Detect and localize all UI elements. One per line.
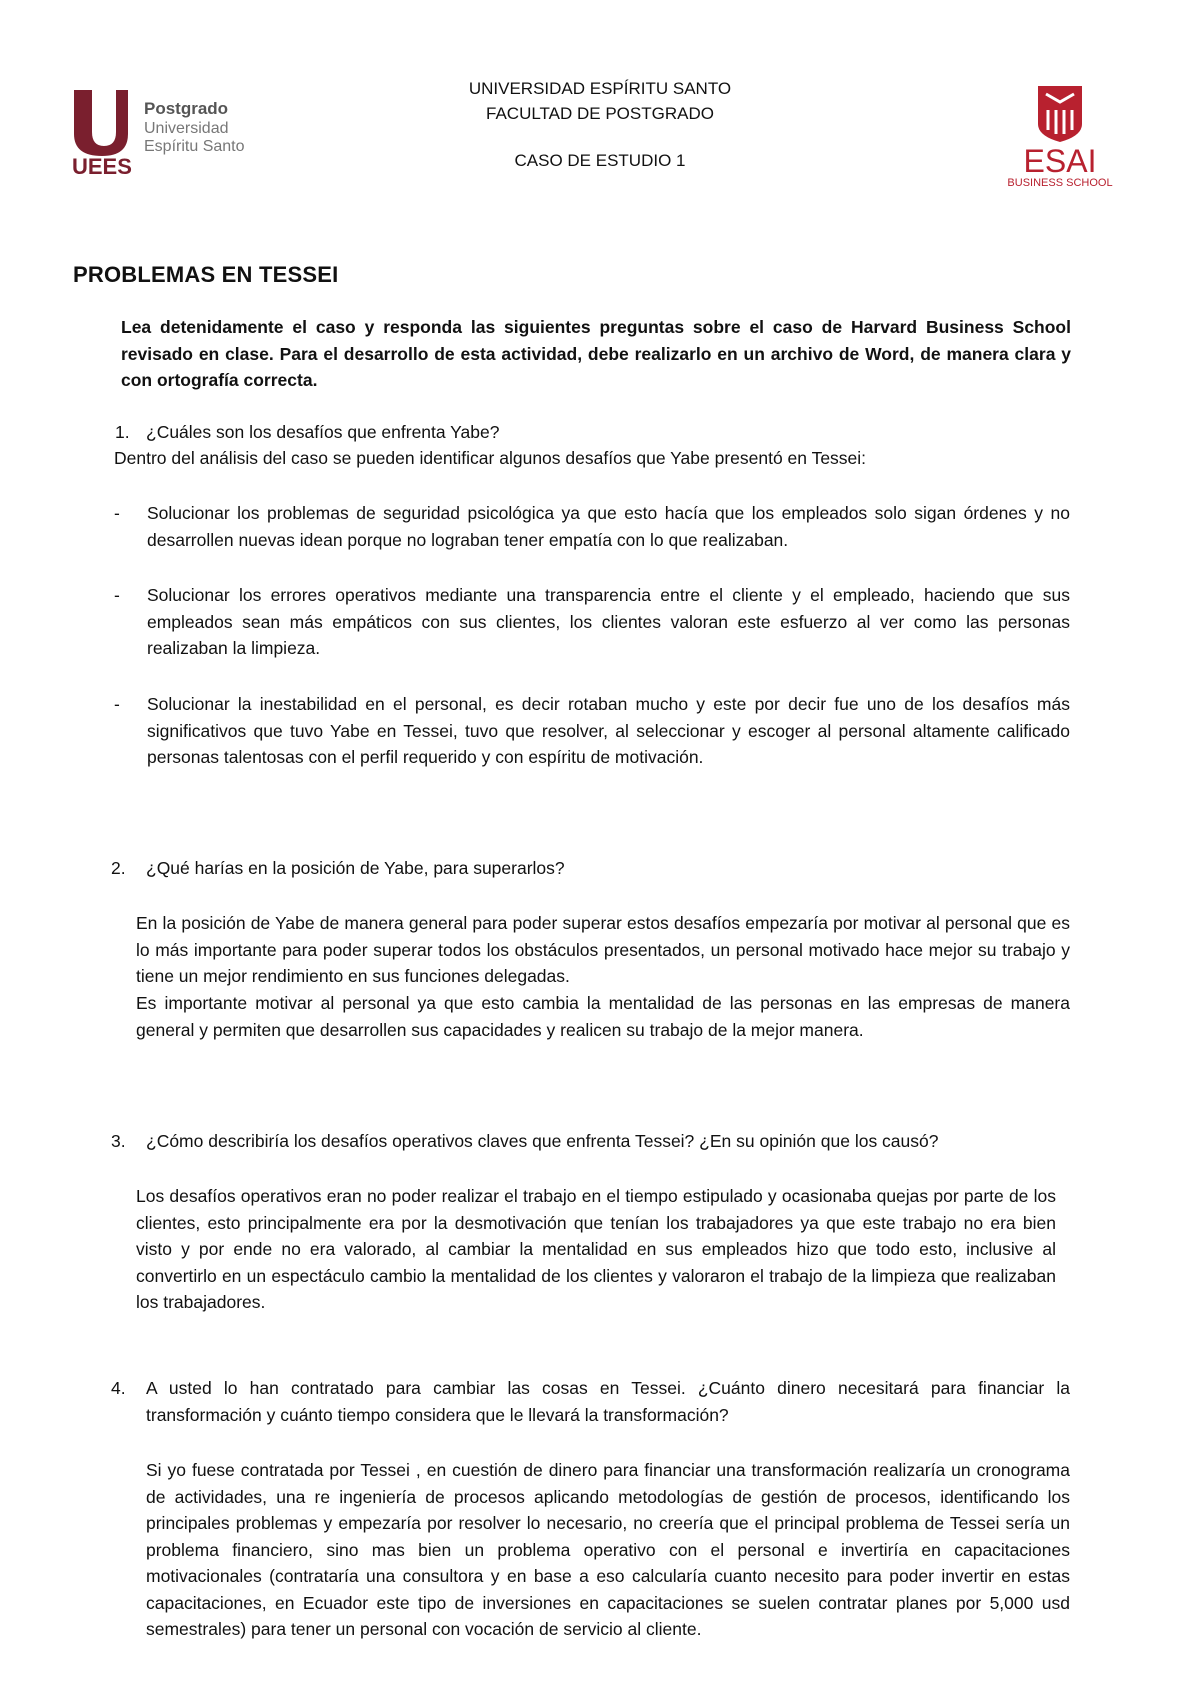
q1-lead: Dentro del análisis del caso se pueden identificar algunos desafíos que Yabe presentó en Tessei: [114, 448, 867, 468]
q1-bullet-dash-2: - [114, 585, 120, 605]
q2-answer-2: Es importante motivar al personal ya que esto cambia la mentalidad de las personas en las empresas de manera general y permiten que desarrollen sus capacidades y realicen su trabajo de la mejor manera. [136, 993, 1070, 1040]
q1-number: 1. [115, 422, 130, 442]
q1-bullet-dash-3: - [114, 694, 120, 714]
esai-shield-icon [1038, 86, 1082, 142]
header-case: CASO DE ESTUDIO 1 [514, 151, 686, 170]
q1-bullet-1: Solucionar los problemas de seguridad psicológica ya que esto hacía que los empleados solo sigan órdenes y no desarrollen nuevas idean porque no lograban tener empatía con lo que realizaban. [147, 503, 1070, 550]
header-university: UNIVERSIDAD ESPÍRITU SANTO [468, 79, 732, 98]
esai-logo [1000, 84, 1120, 190]
uees-logo [72, 86, 272, 176]
q4-answer: Si yo fuese contratada por Tessei , en cuestión de dinero para financiar una transformación realizaría un cronograma de actividades, una re ingeniería de procesos aplicando metodologías de gestión de procesos, identificando los principales problemas y empezaría por resolver lo necesario, no creería que el principal problema de Tessei sería un problema financiero, sino mas bien un problema operativo con el personal e invertiría en capacitaciones motivacionales (contrataría una consultora y en base a eso calcularía cuanto necesito para poder invertir en estas capacitaciones, en Ecuador este tipo de inversiones en capacitaciones se suelen contratar planes por 5,000 usd semestrales) para tener un personal con vocación de servicio al cliente. [146, 1460, 1070, 1639]
q2-number: 2. [111, 858, 126, 878]
uees-u-mark [74, 90, 128, 156]
q2-question: ¿Qué harías en la posición de Yabe, para superarlos? [146, 858, 565, 878]
q3-answer: Los desafíos operativos eran no poder realizar el trabajo en el tiempo estipulado y ocasionaba quejas por parte de los clientes, esto principalmente era por la desmotivación que tenían los trabajadores ya que este trabajo no era bien visto y por ende no era valorado, al cambiar la mentalidad en sus empleados hizo que todo esto, inclusive al convertirlo en un espectáculo cambio la mentalidad de los clientes y valoraron el trabajo de la limpieza que realizaban los trabajadores. [136, 1186, 1056, 1312]
q1-bullet-2: Solucionar los errores operativos mediante una transparencia entre el cliente y el empleado, haciendo que sus empleados sean más empáticos con sus clientes, los clientes valoran este esfuerzo al ver como las personas realizaban la limpieza. [147, 585, 1070, 658]
q4-number: 4. [111, 1378, 126, 1398]
q4-question: A usted lo han contratado para cambiar las cosas en Tessei. ¿Cuánto dinero necesitará para financiar la transformación y cuánto tiempo considera que le llevará la transformación? [146, 1378, 1070, 1425]
document-title: PROBLEMAS EN TESSEI [73, 262, 339, 287]
header-faculty: FACULTAD DE POSTGRADO [486, 104, 714, 123]
document-header [400, 76, 800, 173]
uees-espiritu-text: Espíritu Santo [144, 138, 245, 155]
q3-question: ¿Cómo describiría los desafíos operativos claves que enfrenta Tessei? ¿En su opinión que los causó? [146, 1131, 939, 1151]
uees-postgrado-text: Postgrado [144, 99, 229, 118]
esai-sub-text: BUSINESS SCHOOL [1007, 177, 1113, 189]
q1-question: ¿Cuáles son los desafíos que enfrenta Yabe? [146, 422, 500, 442]
q3-number: 3. [111, 1131, 126, 1151]
q1-bullet-3: Solucionar la inestabilidad en el personal, es decir rotaban mucho y este por decir fue uno de los desafíos más significativos que tuvo Yabe en Tessei, tuvo que resolver, al seleccionar y escoger al personal altamente calificado personas talentosas con el perfil requerido y con espíritu de motivación. [147, 694, 1070, 767]
q1-bullet-dash-1: - [114, 503, 120, 523]
esai-name-text: ESAI [1023, 143, 1097, 179]
uees-universidad-text: Universidad [144, 120, 229, 137]
q2-answer-1: En la posición de Yabe de manera general para poder superar estos desafíos empezaría por motivar al personal que es lo más importante para poder superar todos los obstáculos presentados, un personal motivado hace mejor su trabajo y tiene un mejor rendimiento en sus funciones delegadas. [136, 913, 1070, 986]
intro-paragraph: Lea detenidamente el caso y responda las siguientes preguntas sobre el caso de Harvard Business School revisado en clase. Para el desarrollo de esta actividad, debe realizarlo en un archivo de Word, de manera clara y con ortografía correcta. [121, 317, 1071, 390]
uees-mark-text: UEES [72, 154, 132, 176]
